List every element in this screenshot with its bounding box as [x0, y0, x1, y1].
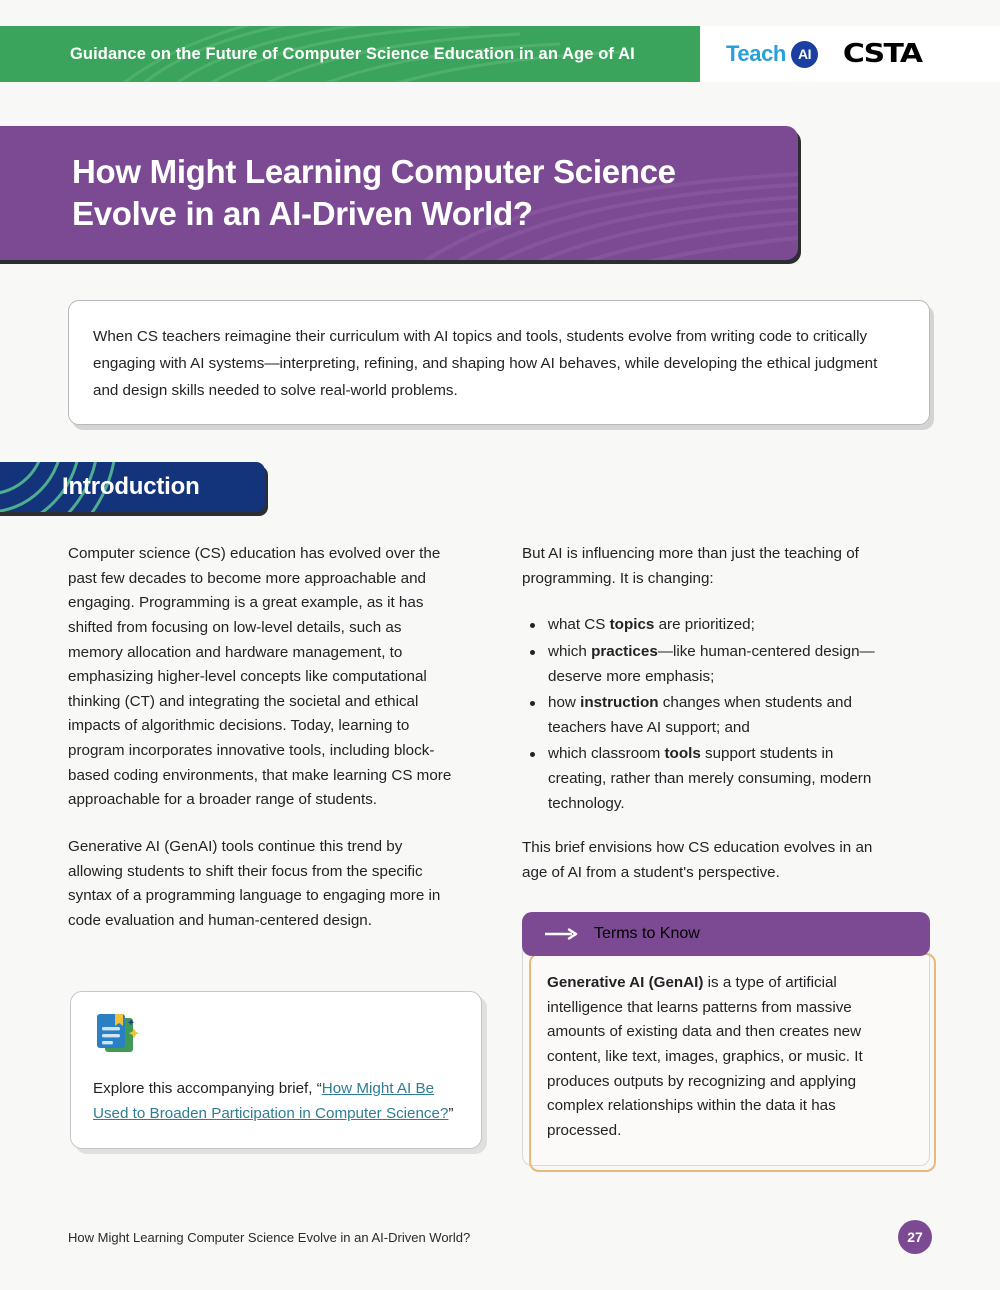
- accompanying-brief-text: [93, 1077, 459, 1126]
- long-right-arrow-icon: [544, 928, 578, 940]
- list-item: [522, 613, 882, 638]
- body-columns: [0, 542, 1000, 933]
- document-sparkle-icon: [93, 1010, 145, 1058]
- changes-bullet-list: [522, 613, 882, 816]
- bullet-keyword: tools: [664, 745, 701, 763]
- right-column: [470, 542, 940, 933]
- bullet-prefix: which: [548, 642, 592, 660]
- bullet-keyword: instruction: [580, 694, 659, 712]
- brief-intro-text: Explore this accompanying brief, “: [93, 1080, 322, 1097]
- teachai-wordmark: Teach: [726, 41, 786, 66]
- terms-to-know-header: [522, 912, 930, 956]
- list-item: [522, 742, 882, 816]
- bullet-suffix: changes when students and teachers have AI support; and: [548, 694, 852, 736]
- list-item: [522, 640, 882, 689]
- lead-callout-box: [68, 300, 930, 425]
- terms-to-know-body: [522, 942, 930, 1166]
- bullet-prefix: what CS: [548, 616, 610, 634]
- terms-to-know-box: [522, 912, 930, 1166]
- page-title: How Might Learning Computer Science Evolve in an AI-Driven World?: [72, 152, 676, 232]
- page-title-banner: [0, 126, 798, 260]
- bullet-suffix: —like human-centered design—deserve more emphasis;: [548, 642, 875, 685]
- csta-logo[interactable]: CSTA: [842, 39, 922, 69]
- right-intro-paragraph: But AI is influencing more than just the teaching of programming. It is changing:: [522, 545, 859, 587]
- lead-callout-text: When CS teachers reimagine their curriculum with AI topics and tools, students evolve from writing code to critically engaging with AI systems—interpreting, refining, and shaping how AI behaves, while developing the ethical judgment and design skills needed to solve real-world problems.: [93, 328, 878, 400]
- left-column: [0, 542, 470, 933]
- teachai-logo[interactable]: [726, 41, 818, 68]
- bullet-suffix: support students in creating, rather than merely consuming, modern technology.: [548, 745, 872, 812]
- header-logos: [700, 26, 1000, 82]
- document-header-band: [0, 26, 700, 82]
- teachai-ai-badge: AI: [791, 41, 818, 68]
- section-title: Introduction: [62, 473, 200, 500]
- page-number-badge: 27: [898, 1220, 932, 1254]
- brief-closing-quote: ”: [448, 1104, 454, 1122]
- right-closing-paragraph: This brief envisions how CS education evolves in an age of AI from a student's perspective.: [522, 839, 873, 881]
- bullet-keyword: topics: [609, 616, 655, 634]
- bullet-keyword: practices: [591, 642, 658, 660]
- brief-link[interactable]: How Might AI Be Used to Broaden Participation in Computer Science?: [93, 1080, 449, 1122]
- bullet-prefix: how: [548, 694, 581, 712]
- terms-to-know-label: Terms to Know: [594, 925, 700, 942]
- header-title: Guidance on the Future of Computer Science Education in an Age of AI: [70, 44, 635, 63]
- page-footer: [0, 1220, 1000, 1254]
- list-item: [522, 691, 882, 740]
- section-banner-introduction: [0, 462, 265, 512]
- accompanying-brief-box: [70, 991, 482, 1149]
- bullet-prefix: which classroom: [548, 745, 665, 763]
- footer-title: How Might Learning Computer Science Evolve in an AI-Driven World?: [68, 1229, 471, 1245]
- left-paragraph-2: Generative AI (GenAI) tools continue this trend by allowing students to shift their focus from the specific syntax of a programming language to engaging more in code evaluation and human-centered design.: [68, 837, 441, 929]
- term-name: Generative AI (GenAI): [547, 974, 704, 991]
- term-definition: is a type of artificial intelligence that learns patterns from massive amounts of existing data and then creates new content, like text, images, graphics, or music. It produces outputs by recognizing and applying complex relationships within the data it has processed.: [547, 974, 863, 1139]
- bullet-suffix: are prioritized;: [654, 616, 755, 634]
- left-paragraph-1: Computer science (CS) education has evolved over the past few decades to become more approachable and engaging. Programming is a great example, as it has shifted from focusing on low-level details, such as memory allocation and hardware management, to emphasizing higher-level concepts like computational thinking (CT) and integrating the societal and ethical impacts of algorithmic decisions. Today, learning to program incorporates innovative tools, including block-based coding environments, that make learning CS more approachable for a broader range of students.: [68, 545, 452, 809]
- terms-definition-text: [547, 971, 905, 1143]
